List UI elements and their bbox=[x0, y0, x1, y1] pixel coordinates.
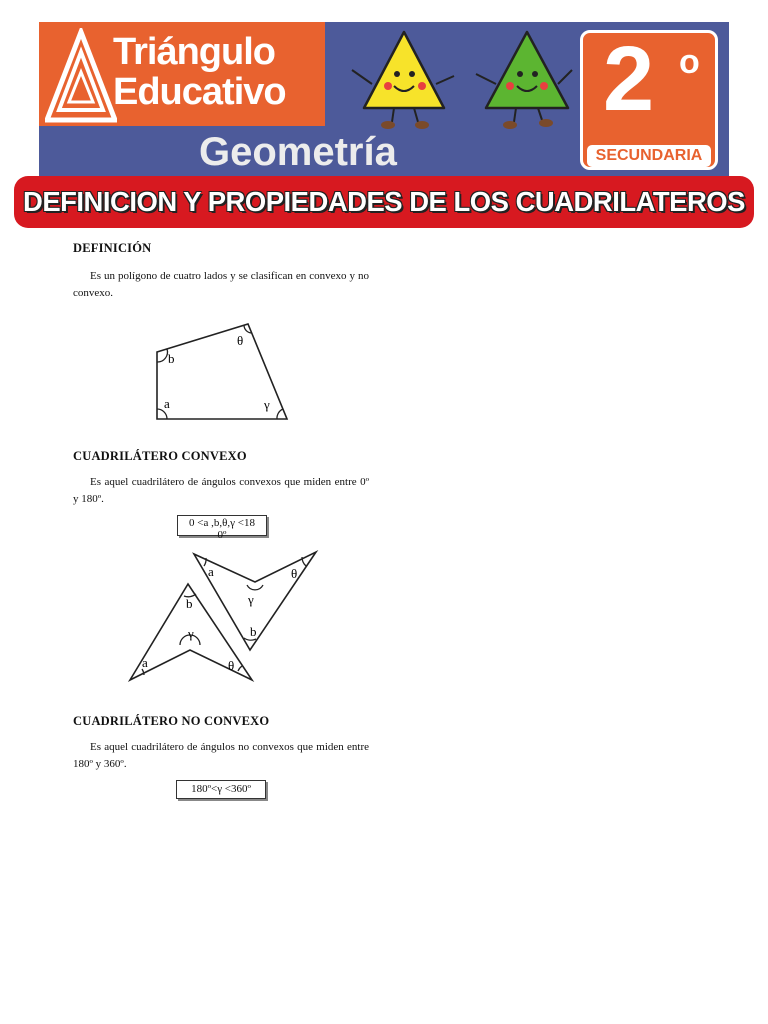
figure-label-a: a bbox=[164, 396, 170, 411]
dart-label-a: a bbox=[142, 655, 148, 670]
convexo-formula bbox=[177, 515, 267, 541]
quadrilateral-figure bbox=[140, 316, 300, 426]
dart-label-gamma: γ bbox=[188, 626, 194, 641]
triangle-mascots-icon bbox=[344, 26, 574, 136]
brand-line-2: Educativo bbox=[113, 71, 286, 113]
definicion-text: Es un polígono de cuatro lados y se clasifican en convexo y no convexo. bbox=[73, 270, 369, 299]
title-bar bbox=[14, 176, 754, 228]
dart2-label-b: b bbox=[250, 624, 257, 639]
figure-label-b: b bbox=[168, 351, 175, 366]
dart-label-b: b bbox=[186, 596, 193, 611]
page-title: DEFINICION Y PROPIEDADES DE LOS CUADRILATEROS bbox=[23, 186, 745, 217]
section-heading-convexo: CUADRILÁTERO CONVEXO bbox=[73, 449, 247, 463]
convexo-text: Es aquel cuadrilátero de ángulos convexos que miden entre 0º y 180º. bbox=[73, 476, 369, 505]
convexo-formula-line2: 0º bbox=[217, 529, 227, 541]
dart2-label-theta: θ bbox=[291, 566, 298, 581]
figure-label-gamma: γ bbox=[264, 397, 270, 412]
subject-title: Geometría bbox=[199, 130, 397, 174]
triangle-logo-icon bbox=[45, 28, 117, 124]
grade-number: 2 bbox=[603, 28, 655, 130]
grade-superscript: o bbox=[679, 43, 700, 81]
header-banner bbox=[39, 22, 729, 184]
grade-badge bbox=[580, 30, 718, 170]
section-heading-no-convexo: CUADRILÁTERO NO CONVEXO bbox=[73, 714, 270, 728]
dart-quadrilaterals-figure bbox=[120, 544, 330, 689]
grade-level: SECUNDARIA bbox=[587, 145, 711, 167]
brand-line-1: Triángulo bbox=[113, 31, 275, 73]
brand-name bbox=[113, 32, 286, 112]
figure-label-theta: θ bbox=[237, 333, 244, 348]
convexo-formula-line1: 0 <a ,b,θ,γ <18 bbox=[189, 517, 255, 529]
dart2-label-gamma: γ bbox=[248, 592, 254, 607]
section-heading-definicion: DEFINICIÓN bbox=[73, 241, 152, 255]
dart2-label-a: a bbox=[208, 564, 214, 579]
no-convexo-text: Es aquel cuadrilátero de ángulos no convexos que miden entre 180º y 360º. bbox=[73, 741, 369, 770]
no-convexo-formula: 180º<γ <360º bbox=[176, 780, 266, 799]
dart-label-theta: θ bbox=[228, 658, 235, 673]
